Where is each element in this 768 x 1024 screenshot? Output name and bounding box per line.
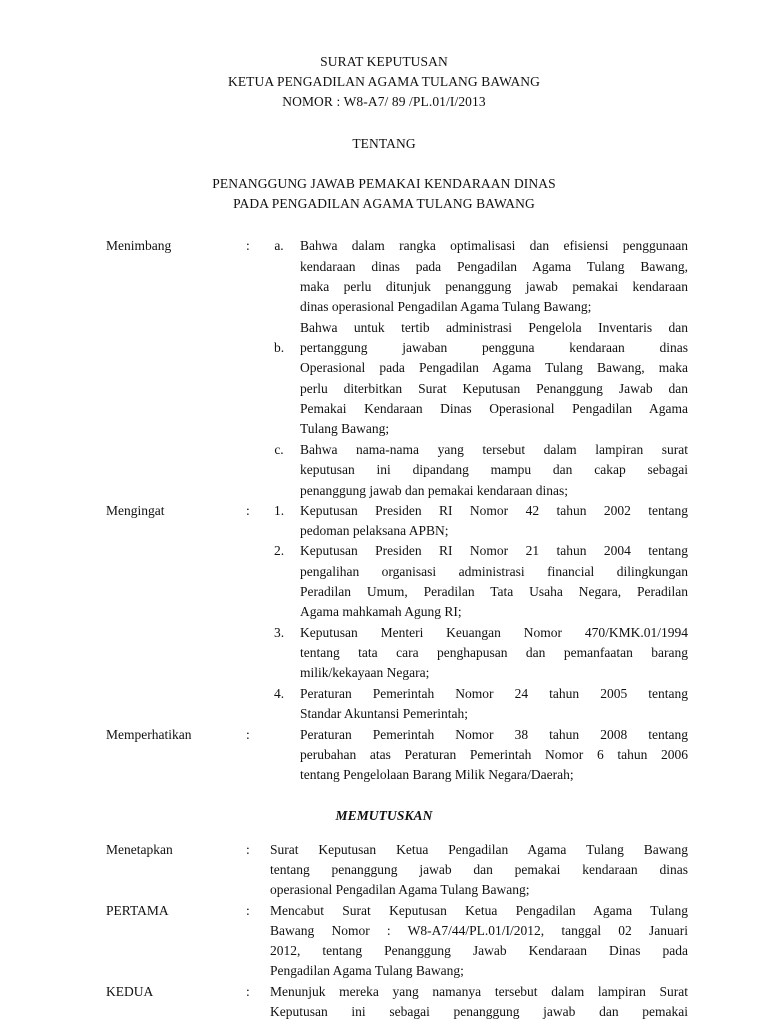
doc-subject-line2: PADA PENGADILAN AGAMA TULANG BAWANG — [233, 196, 535, 211]
menimbang-c-line: keputusan ini dipandang mampu dan cakap sebagai — [300, 462, 688, 477]
menimbang-b-line: pertanggung jawaban pengguna kendaraan dinas — [300, 340, 688, 355]
menetapkan-line: tentang penanggung jawab dan pemakai kendaraan dinas — [270, 862, 688, 877]
doc-subject-line1: PENANGGUNG JAWAB PEMAKAI KENDARAAN DINAS — [212, 176, 556, 191]
doc-issuer: KETUA PENGADILAN AGAMA TULANG BAWANG — [227, 74, 540, 89]
memperhatikan-label: Memperhatikan — [106, 727, 192, 742]
menimbang-b-line: Tulang Bawang; — [300, 421, 390, 436]
menimbang-b-line: Operasional pada Pengadilan Agama Tulang Bawang, maka — [300, 360, 688, 375]
menimbang-b-marker: b. — [273, 340, 285, 355]
menimbang-a-line: Bahwa dalam rangka optimalisasi dan efisiensi penggunaan — [300, 238, 688, 253]
memutuskan-heading: MEMUTUSKAN — [335, 808, 433, 823]
mengingat-3-marker: 3. — [273, 625, 285, 640]
menimbang-a-line: kendaraan dinas pada Pengadilan Agama Tulang Bawang, — [300, 259, 688, 274]
mengingat-4-line: Standar Akuntansi Pemerintah; — [300, 706, 468, 721]
kedua-label: KEDUA — [106, 984, 154, 999]
pertama-colon: : — [246, 903, 250, 918]
mengingat-4-marker: 4. — [273, 686, 285, 701]
mengingat-3-line: tentang tata cara penghapusan dan pemanfaatan barang — [300, 645, 688, 660]
mengingat-2-line: Peradilan Umum, Peradilan Tata Usaha Negara, Peradilan — [300, 584, 688, 599]
menimbang-label: Menimbang — [106, 238, 172, 253]
menimbang-a-marker: a. — [274, 238, 284, 253]
mengingat-2-line: Keputusan Presiden RI Nomor 21 tahun 2004 tentang — [300, 543, 688, 558]
menimbang-b-line: Bahwa untuk tertib administrasi Pengelola Inventaris dan — [300, 320, 688, 335]
kedua-line: Keputusan ini sebagai penanggung jawab dan pemakai — [270, 1004, 688, 1019]
menimbang-b-line: Pemakai Kendaraan Dinas Operasional Pengadilan Agama — [300, 401, 688, 416]
mengingat-label: Mengingat — [106, 503, 165, 518]
memperhatikan-line: tentang Pengelolaan Barang Milik Negara/Daerah; — [300, 767, 574, 782]
mengingat-3-line: Keputusan Menteri Keuangan Nomor 470/KMK.01/1994 — [300, 625, 688, 640]
doc-tentang: TENTANG — [352, 136, 416, 151]
mengingat-1-line: Keputusan Presiden RI Nomor 42 tahun 2002 tentang — [300, 503, 688, 518]
menetapkan-colon: : — [246, 842, 250, 857]
menetapkan-line: Surat Keputusan Ketua Pengadilan Agama Tulang Bawang — [270, 842, 688, 857]
pertama-line: 2012, tentang Penanggung Jawab Kendaraan Dinas pada — [270, 943, 688, 958]
doc-title: SURAT KEPUTUSAN — [320, 54, 448, 69]
mengingat-3-line: milik/kekayaan Negara; — [300, 665, 430, 680]
kedua-line: Menunjuk mereka yang namanya tersebut dalam lampiran Surat — [270, 984, 688, 999]
menimbang-a-line: dinas operasional Pengadilan Agama Tulang Bawang; — [300, 299, 592, 314]
doc-number: NOMOR : W8-A7/ 89 /PL.01/I/2013 — [282, 94, 486, 109]
memperhatikan-line: Peraturan Pemerintah Nomor 38 tahun 2008 tentang — [300, 727, 688, 742]
mengingat-2-line: pengalihan organisasi administrasi financial dilingkungan — [300, 564, 688, 579]
menimbang-c-line: Bahwa nama-nama yang tersebut dalam lampiran surat — [300, 442, 688, 457]
pertama-label: PERTAMA — [106, 903, 169, 918]
mengingat-1-line: pedoman pelaksana APBN; — [300, 523, 449, 538]
kedua-colon: : — [246, 984, 250, 999]
mengingat-2-line: Agama mahkamah Agung RI; — [300, 604, 462, 619]
pertama-line: Pengadilan Agama Tulang Bawang; — [270, 963, 464, 978]
menimbang-a-line: maka perlu ditunjuk penanggung jawab pemakai kendaraan — [300, 279, 688, 294]
memperhatikan-colon: : — [246, 727, 250, 742]
mengingat-1-marker: 1. — [273, 503, 285, 518]
pertama-line: Bawang Nomor : W8-A7/44/PL.01/I/2012, tanggal 02 Januari — [270, 923, 688, 938]
mengingat-colon: : — [246, 503, 250, 518]
menimbang-colon: : — [246, 238, 250, 253]
mengingat-4-line: Peraturan Pemerintah Nomor 24 tahun 2005 tentang — [300, 686, 688, 701]
memperhatikan-line: perubahan atas Peraturan Pemerintah Nomor 6 tahun 2006 — [300, 747, 688, 762]
menimbang-c-line: penanggung jawab dan pemakai kendaraan dinas; — [300, 483, 569, 498]
menimbang-c-marker: c. — [274, 442, 284, 457]
menetapkan-label: Menetapkan — [106, 842, 173, 857]
pertama-line: Mencabut Surat Keputusan Ketua Pengadilan Agama Tulang — [270, 903, 688, 918]
menetapkan-line: operasional Pengadilan Agama Tulang Bawang; — [270, 882, 530, 897]
menimbang-b-line: perlu diterbitkan Surat Keputusan Penanggung Jawab dan — [300, 381, 688, 396]
mengingat-2-marker: 2. — [273, 543, 285, 558]
